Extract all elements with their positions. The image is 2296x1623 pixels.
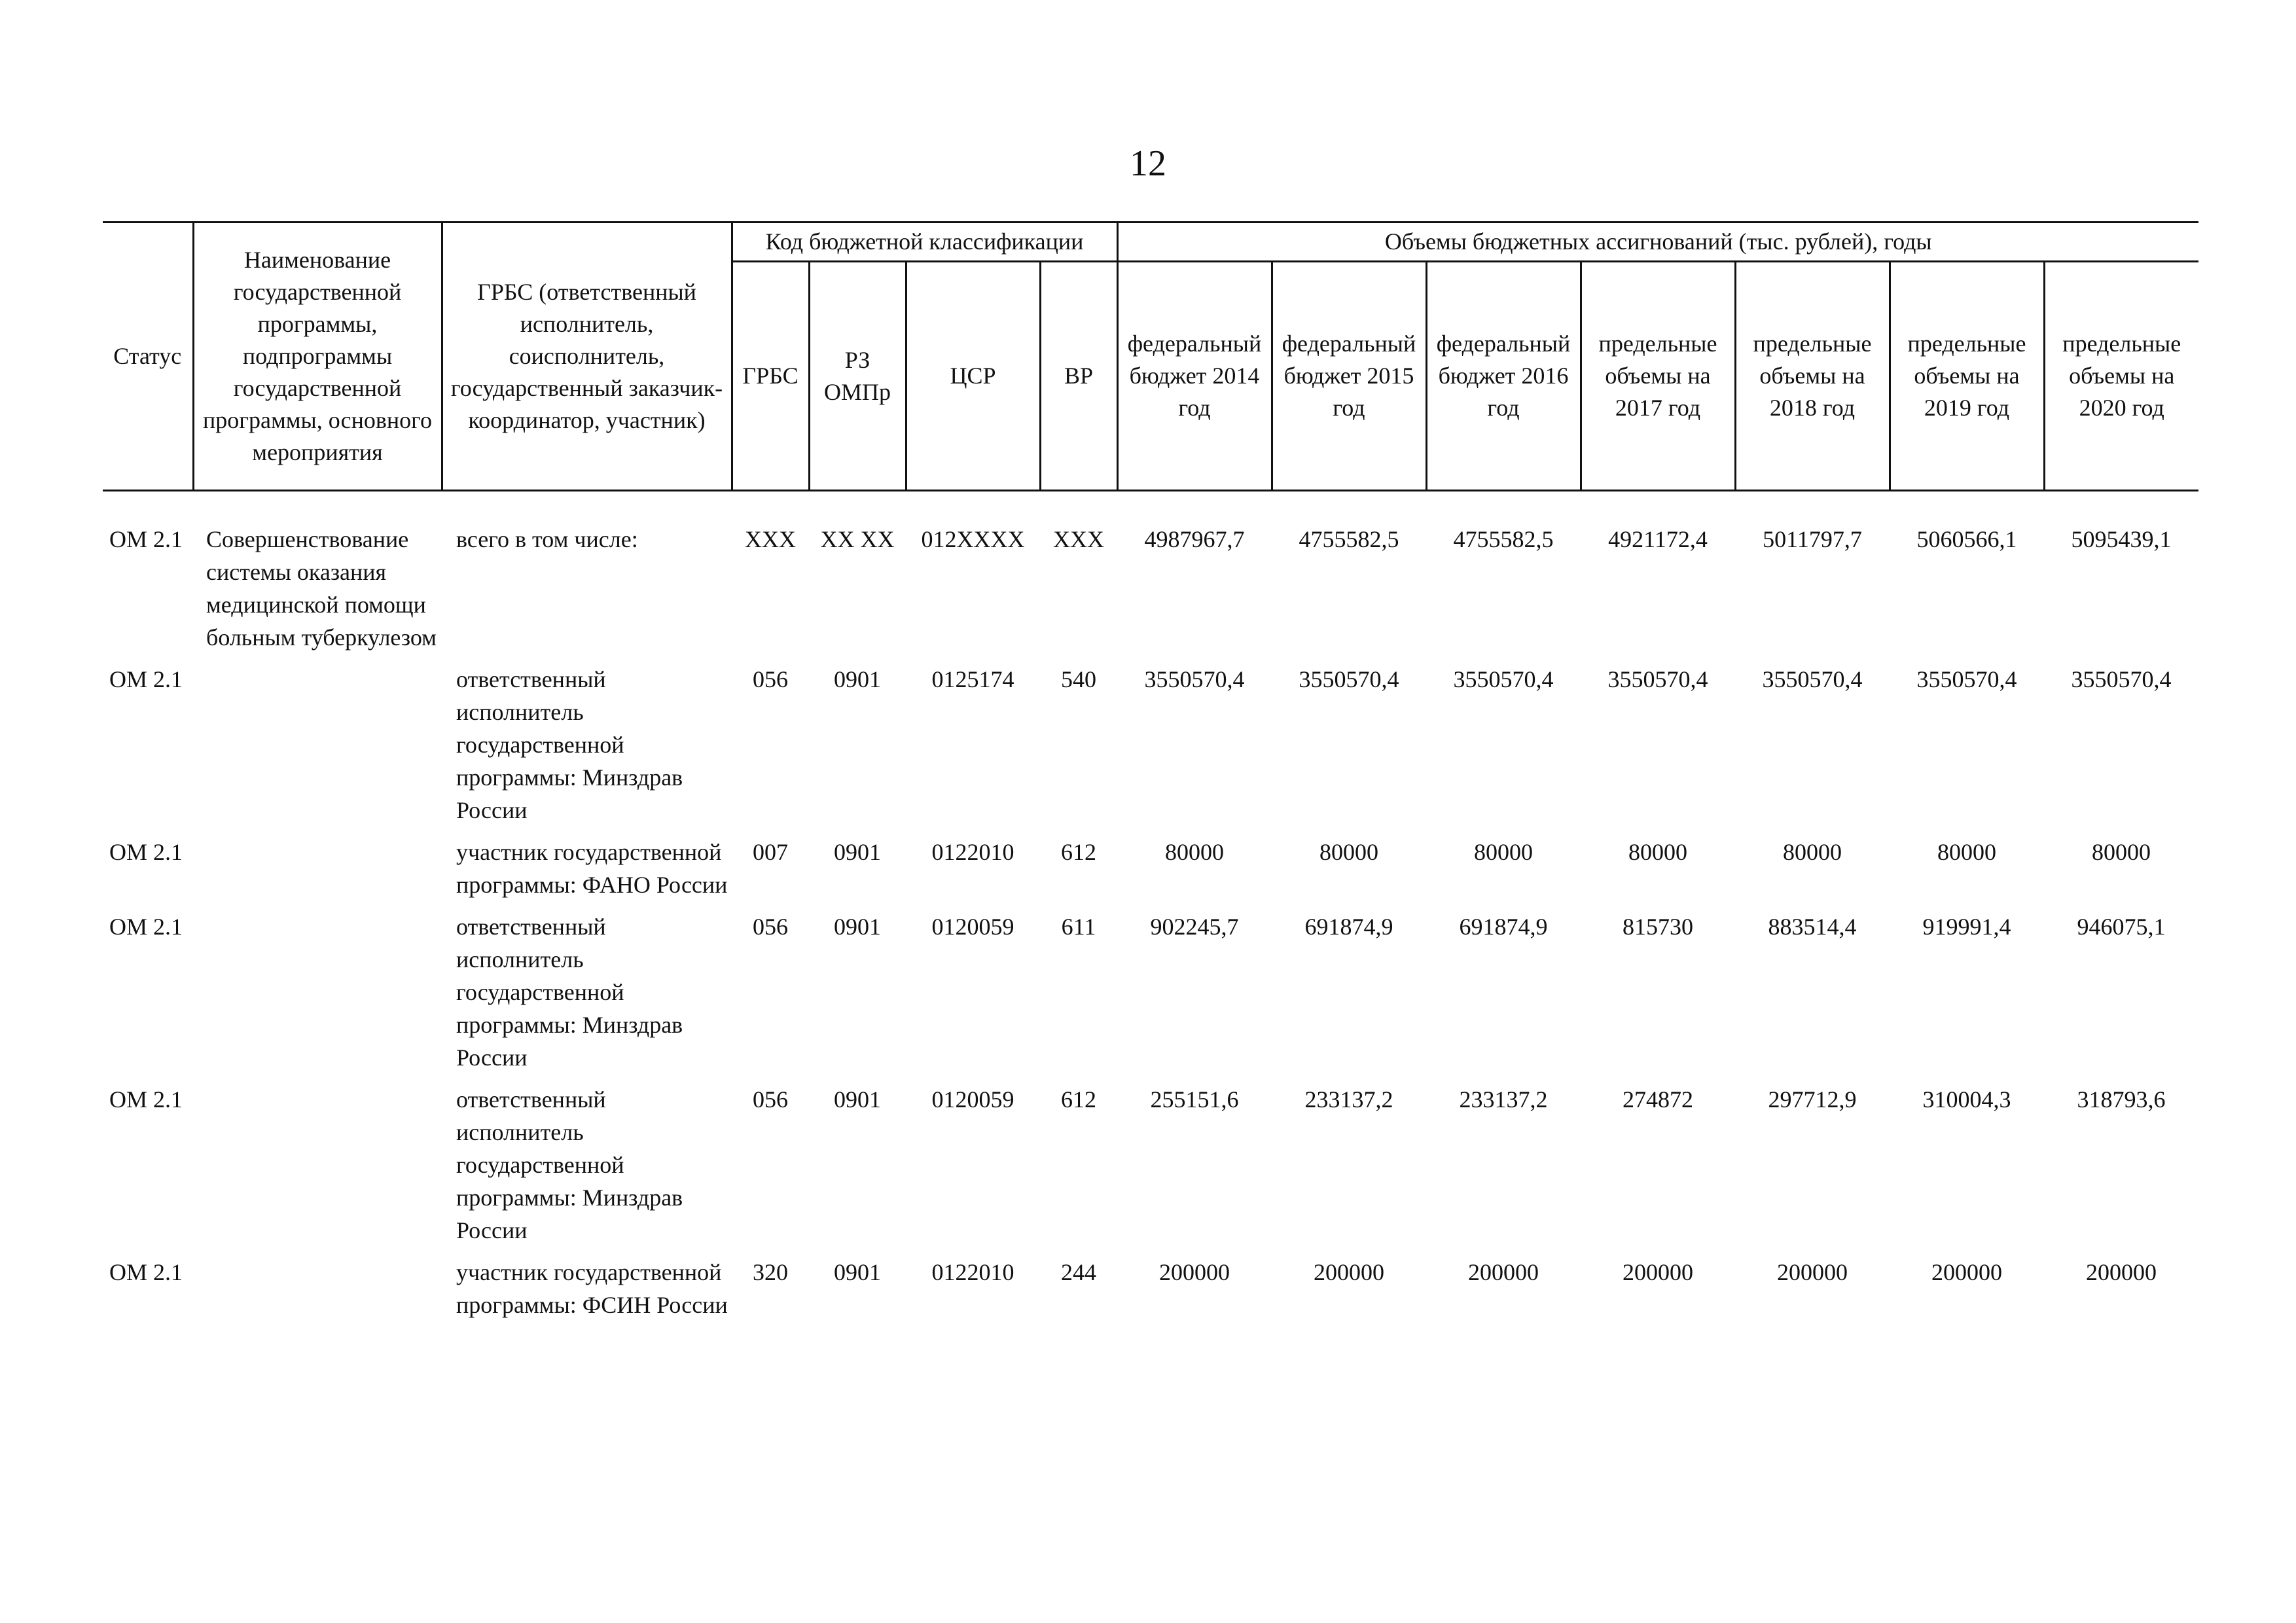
- table-row: [103, 1255, 2198, 1329]
- table-row: [103, 662, 2198, 834]
- cell-value-2018: 5011797,7: [1763, 526, 1862, 552]
- cell-value-2015: 4755582,5: [1299, 526, 1399, 552]
- cell-executor: ответственный исполнитель государственной программы: Минздрав России: [456, 1086, 683, 1243]
- cell-code-vr: 612: [1061, 1086, 1096, 1113]
- header-code-rz: РЗ ОМПр: [809, 262, 906, 491]
- cell-value-2015: 691874,9: [1304, 914, 1393, 940]
- cell-value-2019: 80000: [1937, 839, 1996, 865]
- cell-program-name: [193, 909, 442, 1082]
- cell-program-name: Совершенствование системы оказания медицинской помощи больным туберкулезом: [206, 526, 437, 651]
- cell-status: ОМ 2.1: [109, 839, 183, 865]
- header-volume-group: Объемы бюджетных ассигнований (тыс. рублей), годы: [1117, 223, 2198, 262]
- cell-value-2014: 255151,6: [1150, 1086, 1239, 1113]
- cell-status: ОМ 2.1: [109, 666, 183, 692]
- cell-value-2016: 691874,9: [1459, 914, 1548, 940]
- cell-code-grbs: 320: [753, 1259, 788, 1285]
- cell-value-2020: 5095439,1: [2071, 526, 2172, 552]
- cell-value-2019: 310004,3: [1922, 1086, 2011, 1113]
- cell-status: ОМ 2.1: [109, 914, 183, 940]
- cell-value-2015: 80000: [1319, 839, 1378, 865]
- header-year-2020: предельные объемы на 2020 год: [2044, 262, 2198, 491]
- cell-status: ОМ 2.1: [109, 1086, 183, 1113]
- cell-code-csr: 012ХХХХ: [921, 526, 1025, 552]
- cell-value-2017: 4921172,4: [1608, 526, 1708, 552]
- table-row: [103, 491, 2198, 662]
- cell-value-2019: 5060566,1: [1916, 526, 2017, 552]
- header-year-2014: федеральный бюджет 2014 год: [1117, 262, 1272, 491]
- cell-code-rz: 0901: [834, 1086, 881, 1113]
- cell-value-2016: 200000: [1468, 1259, 1539, 1285]
- cell-code-rz: 0901: [834, 839, 881, 865]
- header-grbs-executor: ГРБС (ответственный исполнитель, соисполнитель, государственный заказчик-координатор, участник): [442, 223, 732, 491]
- cell-value-2018: 3550570,4: [1762, 666, 1863, 692]
- cell-code-grbs: 007: [753, 839, 788, 865]
- cell-value-2014: 80000: [1165, 839, 1224, 865]
- cell-value-2017: 274872: [1623, 1086, 1693, 1113]
- cell-value-2016: 4755582,5: [1453, 526, 1554, 552]
- cell-value-2016: 233137,2: [1459, 1086, 1548, 1113]
- header-status: Статус: [103, 223, 193, 491]
- cell-value-2019: 3550570,4: [1916, 666, 2017, 692]
- cell-executor: участник государственной программы: ФСИН России: [456, 1259, 728, 1318]
- cell-value-2018: 80000: [1783, 839, 1842, 865]
- cell-code-vr: 612: [1061, 839, 1096, 865]
- cell-status: ОМ 2.1: [109, 526, 183, 552]
- cell-value-2017: 200000: [1623, 1259, 1693, 1285]
- header-year-2015: федеральный бюджет 2015 год: [1272, 262, 1426, 491]
- table-row: [103, 834, 2198, 909]
- header-year-2016: федеральный бюджет 2016 год: [1426, 262, 1581, 491]
- cell-value-2019: 919991,4: [1922, 914, 2011, 940]
- table-header: [103, 223, 2198, 491]
- cell-program-name: [193, 662, 442, 834]
- cell-value-2014: 200000: [1159, 1259, 1230, 1285]
- cell-value-2016: 3550570,4: [1453, 666, 1554, 692]
- cell-value-2015: 3550570,4: [1299, 666, 1399, 692]
- budget-allocation-table: [103, 221, 2198, 1329]
- cell-program-name: [193, 1255, 442, 1329]
- header-budget-code-group: Код бюджетной классификации: [732, 223, 1117, 262]
- cell-code-csr: 0122010: [931, 1259, 1014, 1285]
- cell-executor: ответственный исполнитель государственной программы: Минздрав России: [456, 914, 683, 1071]
- cell-code-vr: 540: [1061, 666, 1096, 692]
- cell-value-2020: 946075,1: [2077, 914, 2166, 940]
- cell-code-grbs: ХХХ: [745, 526, 796, 552]
- cell-value-2020: 80000: [2092, 839, 2151, 865]
- cell-value-2015: 233137,2: [1304, 1086, 1393, 1113]
- cell-value-2017: 80000: [1628, 839, 1687, 865]
- cell-value-2018: 200000: [1777, 1259, 1848, 1285]
- cell-program-name: [193, 834, 442, 909]
- cell-executor: всего в том числе:: [456, 526, 638, 552]
- cell-value-2016: 80000: [1474, 839, 1533, 865]
- header-year-2017: предельные объемы на 2017 год: [1581, 262, 1735, 491]
- header-code-grbs: ГРБС: [732, 262, 809, 491]
- cell-value-2017: 3550570,4: [1607, 666, 1708, 692]
- cell-value-2015: 200000: [1314, 1259, 1384, 1285]
- cell-value-2020: 200000: [2086, 1259, 2157, 1285]
- cell-program-name: [193, 1082, 442, 1255]
- table-row: [103, 909, 2198, 1082]
- cell-code-rz: 0901: [834, 1259, 881, 1285]
- cell-code-csr: 0122010: [931, 839, 1014, 865]
- cell-code-vr: ХХХ: [1053, 526, 1104, 552]
- header-program-name: Наименование государственной программы, подпрограммы государственной программы, основного мероприятия: [193, 223, 442, 491]
- cell-value-2014: 902245,7: [1150, 914, 1239, 940]
- cell-code-rz: 0901: [834, 914, 881, 940]
- header-code-csr: ЦСР: [906, 262, 1040, 491]
- cell-code-rz: ХХ ХХ: [820, 526, 895, 552]
- cell-value-2020: 318793,6: [2077, 1086, 2166, 1113]
- cell-value-2014: 3550570,4: [1144, 666, 1245, 692]
- cell-code-grbs: 056: [753, 666, 788, 692]
- cell-code-grbs: 056: [753, 1086, 788, 1113]
- table-body: [103, 491, 2198, 1330]
- cell-executor: участник государственной программы: ФАНО России: [456, 839, 728, 898]
- header-year-2018: предельные объемы на 2018 год: [1735, 262, 1890, 491]
- cell-code-csr: 0120059: [931, 1086, 1014, 1113]
- header-code-vr: ВР: [1040, 262, 1117, 491]
- cell-code-csr: 0125174: [931, 666, 1014, 692]
- cell-value-2020: 3550570,4: [2071, 666, 2172, 692]
- cell-code-vr: 244: [1061, 1259, 1096, 1285]
- cell-value-2018: 297712,9: [1768, 1086, 1857, 1113]
- header-year-2019: предельные объемы на 2019 год: [1890, 262, 2044, 491]
- cell-code-rz: 0901: [834, 666, 881, 692]
- cell-code-grbs: 056: [753, 914, 788, 940]
- cell-value-2017: 815730: [1623, 914, 1693, 940]
- cell-value-2018: 883514,4: [1768, 914, 1857, 940]
- page-number: 12: [1130, 143, 1166, 184]
- cell-value-2019: 200000: [1931, 1259, 2002, 1285]
- cell-code-csr: 0120059: [931, 914, 1014, 940]
- cell-code-vr: 611: [1061, 914, 1096, 940]
- cell-value-2014: 4987967,7: [1144, 526, 1245, 552]
- table-row: [103, 1082, 2198, 1255]
- cell-status: ОМ 2.1: [109, 1259, 183, 1285]
- cell-executor: ответственный исполнитель государственной программы: Минздрав России: [456, 666, 683, 823]
